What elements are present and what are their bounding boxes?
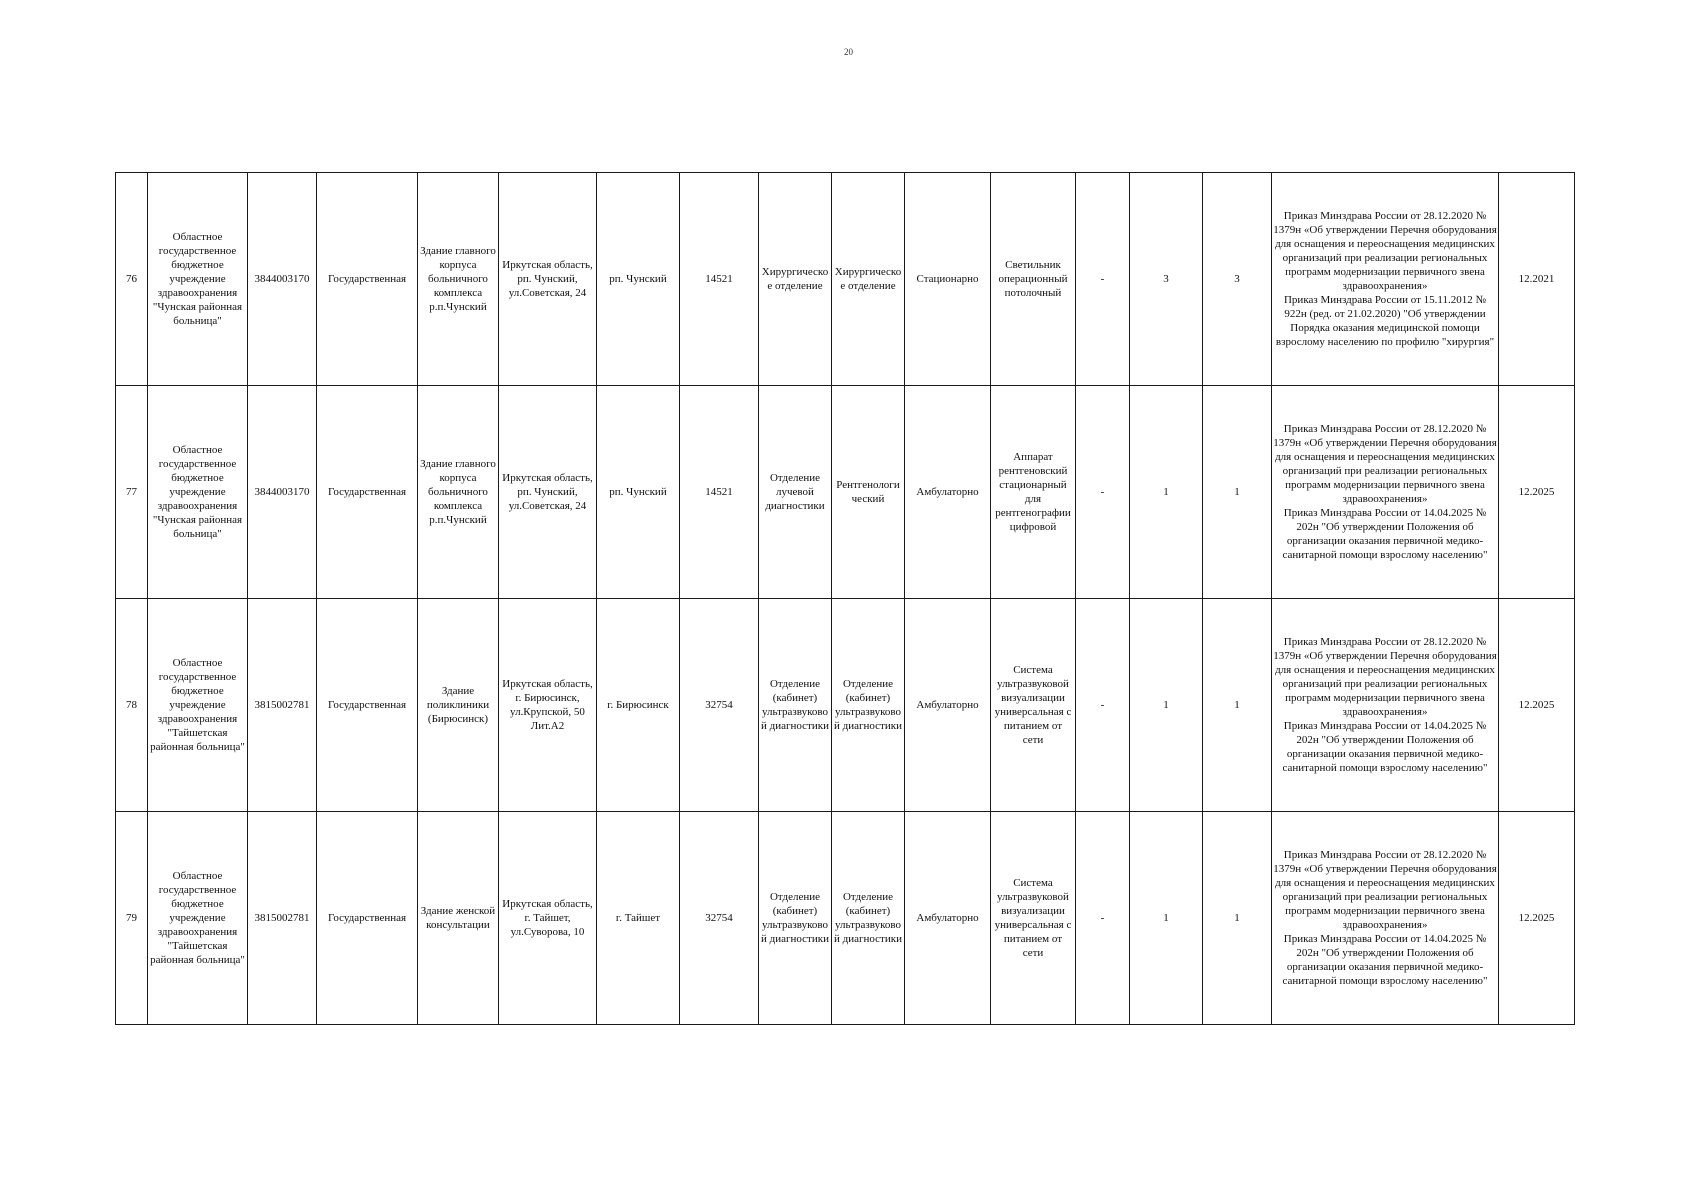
ownership-cell: Государственная	[317, 173, 418, 386]
specialty-cell: Отделение (кабинет) ультразвуковой диагностики	[832, 812, 905, 1025]
specialty-cell: Отделение (кабинет) ультразвуковой диагностики	[832, 599, 905, 812]
ownership-cell: Государственная	[317, 599, 418, 812]
ownership-cell: Государственная	[317, 812, 418, 1025]
quantity-cell-2: 1	[1203, 386, 1272, 599]
inn-cell: 3844003170	[248, 386, 317, 599]
row-number-cell: 77	[116, 386, 148, 599]
existing-cell: -	[1076, 812, 1130, 1025]
department-cell: Отделение (кабинет) ультразвуковой диагностики	[759, 812, 832, 1025]
legal-basis-paragraph: Приказ Минздрава России от 28.12.2020 № 1379н «Об утверждении Перечня оборудования для оснащения и переоснащения медицинских организаций при реализации региональных программ модернизации первичного звена здравоохранения»	[1273, 636, 1497, 718]
date-cell: 12.2021	[1499, 173, 1575, 386]
department-cell: Отделение лучевой диагностики	[759, 386, 832, 599]
department-cell: Хирургическое отделение	[759, 173, 832, 386]
quantity-cell: 1	[1130, 599, 1203, 812]
settlement-cell: рп. Чунский	[597, 386, 680, 599]
address-cell: Иркутская область, г. Тайшет, ул.Суворова, 10	[499, 812, 597, 1025]
existing-cell: -	[1076, 173, 1130, 386]
table-row	[116, 599, 1575, 812]
address-cell: Иркутская область, рп. Чунский, ул.Советская, 24	[499, 386, 597, 599]
row-number-cell: 79	[116, 812, 148, 1025]
table-row	[116, 812, 1575, 1025]
legal-basis-paragraph: Приказ Минздрава России от 15.11.2012 № 922н (ред. от 21.02.2020) "Об утверждении Порядка оказания медицинской помощи взрослому населению по профилю "хирургия"	[1275, 294, 1495, 348]
figure-cell: 14521	[680, 386, 759, 599]
legal-basis-cell	[1272, 812, 1499, 1025]
figure-cell: 14521	[680, 173, 759, 386]
quantity-cell: 3	[1130, 173, 1203, 386]
building-cell: Здание женской консультации	[418, 812, 499, 1025]
legal-basis-cell	[1272, 386, 1499, 599]
care-form-cell: Амбулаторно	[905, 599, 991, 812]
table-row	[116, 173, 1575, 386]
date-cell: 12.2025	[1499, 812, 1575, 1025]
quantity-cell: 1	[1130, 386, 1203, 599]
department-cell: Отделение (кабинет) ультразвуковой диагностики	[759, 599, 832, 812]
building-cell: Здание главного корпуса больничного комплекса р.п.Чунский	[418, 386, 499, 599]
table-body	[116, 173, 1575, 1025]
existing-cell: -	[1076, 386, 1130, 599]
settlement-cell: г. Тайшет	[597, 812, 680, 1025]
figure-cell: 32754	[680, 599, 759, 812]
legal-basis-paragraph: Приказ Минздрава России от 14.04.2025 № 202н "Об утверждении Положения об организации оказания первичной медико-санитарной помощи взрослому населению"	[1282, 933, 1488, 987]
building-cell: Здание поликлиники (Бирюсинск)	[418, 599, 499, 812]
organization-cell: Областное государственное бюджетное учреждение здравоохранения "Чунская районная больница"	[148, 173, 248, 386]
figure-cell: 32754	[680, 812, 759, 1025]
address-cell: Иркутская область, рп. Чунский, ул.Советская, 24	[499, 173, 597, 386]
legal-basis-cell	[1272, 599, 1499, 812]
specialty-cell: Рентгенологический	[832, 386, 905, 599]
equipment-cell: Светильник операционный потолочный	[991, 173, 1076, 386]
care-form-cell: Амбулаторно	[905, 812, 991, 1025]
organization-cell: Областное государственное бюджетное учреждение здравоохранения "Тайшетская районная больница"	[148, 599, 248, 812]
table-row	[116, 386, 1575, 599]
care-form-cell: Стационарно	[905, 173, 991, 386]
date-cell: 12.2025	[1499, 599, 1575, 812]
care-form-cell: Амбулаторно	[905, 386, 991, 599]
equipment-table	[115, 172, 1575, 1025]
address-cell: Иркутская область, г. Бирюсинск, ул.Крупской, 50 Лит.А2	[499, 599, 597, 812]
specialty-cell: Хирургическое отделение	[832, 173, 905, 386]
inn-cell: 3815002781	[248, 599, 317, 812]
settlement-cell: рп. Чунский	[597, 173, 680, 386]
settlement-cell: г. Бирюсинск	[597, 599, 680, 812]
legal-basis-paragraph: Приказ Минздрава России от 14.04.2025 № 202н "Об утверждении Положения об организации оказания первичной медико-санитарной помощи взрослому населению"	[1282, 507, 1488, 561]
equipment-cell: Система ультразвуковой визуализации универсальная с питанием от сети	[991, 599, 1076, 812]
row-number-cell: 78	[116, 599, 148, 812]
row-number-cell: 76	[116, 173, 148, 386]
legal-basis-paragraph: Приказ Минздрава России от 28.12.2020 № 1379н «Об утверждении Перечня оборудования для оснащения и переоснащения медицинских организаций при реализации региональных программ модернизации первичного звена здравоохранения»	[1273, 849, 1497, 931]
organization-cell: Областное государственное бюджетное учреждение здравоохранения "Чунская районная больница"	[148, 386, 248, 599]
legal-basis-cell	[1272, 173, 1499, 386]
quantity-cell-2: 1	[1203, 599, 1272, 812]
organization-cell: Областное государственное бюджетное учреждение здравоохранения "Тайшетская районная больница"	[148, 812, 248, 1025]
legal-basis-paragraph: Приказ Минздрава России от 14.04.2025 № 202н "Об утверждении Положения об организации оказания первичной медико-санитарной помощи взрослому населению"	[1282, 720, 1488, 774]
quantity-cell-2: 3	[1203, 173, 1272, 386]
equipment-cell: Аппарат рентгеновский стационарный для рентгенографии цифровой	[991, 386, 1076, 599]
date-cell: 12.2025	[1499, 386, 1575, 599]
building-cell: Здание главного корпуса больничного комплекса р.п.Чунский	[418, 173, 499, 386]
inn-cell: 3844003170	[248, 173, 317, 386]
quantity-cell-2: 1	[1203, 812, 1272, 1025]
equipment-cell: Система ультразвуковой визуализации универсальная с питанием от сети	[991, 812, 1076, 1025]
ownership-cell: Государственная	[317, 386, 418, 599]
inn-cell: 3815002781	[248, 812, 317, 1025]
page-number: 20	[844, 47, 853, 57]
legal-basis-paragraph: Приказ Минздрава России от 28.12.2020 № 1379н «Об утверждении Перечня оборудования для оснащения и переоснащения медицинских организаций при реализации региональных программ модернизации первичного звена здравоохранения»	[1273, 210, 1497, 292]
existing-cell: -	[1076, 599, 1130, 812]
quantity-cell: 1	[1130, 812, 1203, 1025]
legal-basis-paragraph: Приказ Минздрава России от 28.12.2020 № 1379н «Об утверждении Перечня оборудования для оснащения и переоснащения медицинских организаций при реализации региональных программ модернизации первичного звена здравоохранения»	[1273, 423, 1497, 505]
